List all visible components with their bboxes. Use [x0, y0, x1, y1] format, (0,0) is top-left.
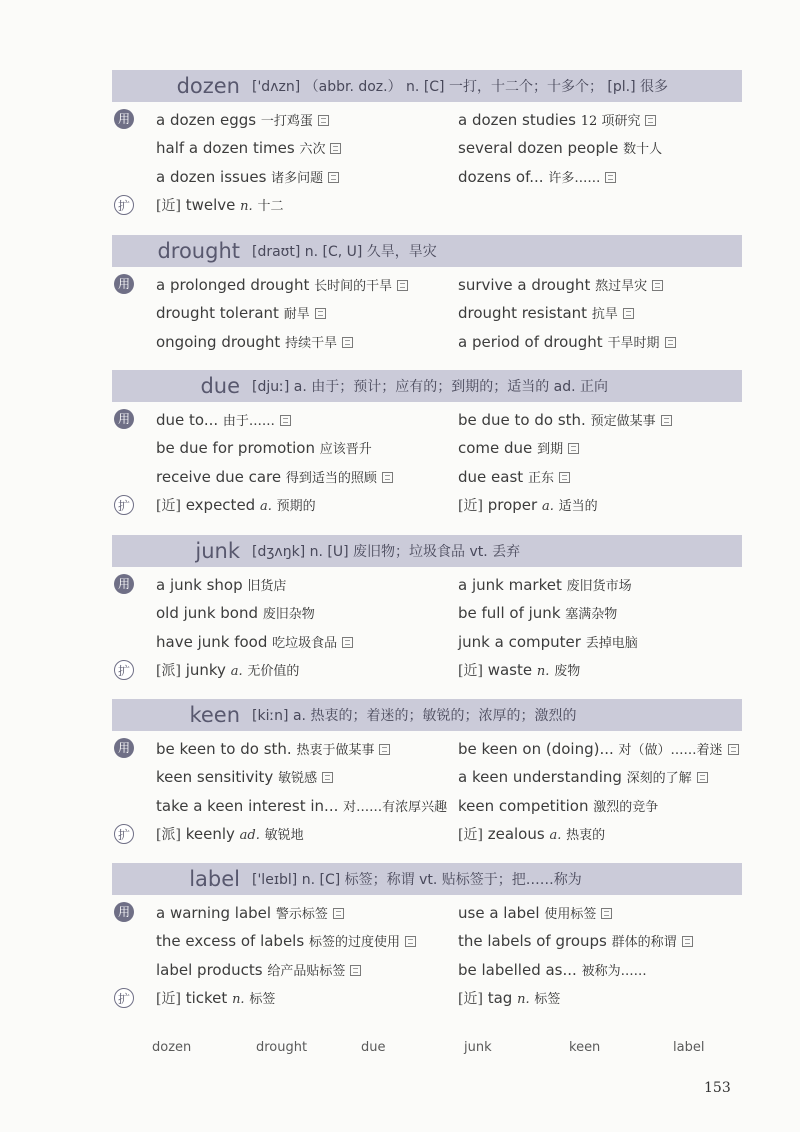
phrase: [156, 739, 390, 758]
related-meaning: 预期的: [276, 498, 316, 514]
relation-tag: [近]: [156, 990, 181, 1007]
phrase: [458, 960, 647, 979]
part-of-speech: a.: [541, 498, 554, 514]
phrase-en: label products: [156, 960, 263, 979]
audio-seal-icon: [350, 965, 361, 976]
audio-seal-icon: [559, 472, 570, 483]
phrase: [458, 575, 632, 594]
phrase-zh: 数十人: [623, 142, 663, 158]
extension-item: [156, 824, 304, 844]
phrase: [458, 739, 739, 758]
usage-marker-icon: 用: [114, 109, 134, 129]
extension-item: [458, 988, 560, 1008]
phrase: [156, 632, 353, 651]
headword-band: [112, 370, 742, 402]
audio-seal-icon: [342, 637, 353, 648]
phrase-zh: 熬过旱灾: [595, 278, 648, 294]
phrase-zh: 旧货店: [247, 578, 287, 594]
phrase: [458, 138, 662, 157]
usage-marker-icon: 用: [114, 409, 134, 429]
phrase-en: junk a computer: [458, 632, 581, 651]
phrase-zh: 耐旱: [283, 307, 310, 323]
phrase: [458, 603, 617, 622]
phrase: [458, 410, 672, 429]
phrase-en: a dozen issues: [156, 167, 267, 186]
audio-seal-icon: [382, 472, 393, 483]
audio-seal-icon: [728, 744, 739, 755]
audio-seal-icon: [330, 143, 341, 154]
relation-tag: [近]: [458, 990, 483, 1007]
extension-marker-icon: 扩: [114, 195, 134, 215]
phrase-zh: 丢掉电脑: [585, 635, 638, 651]
phrase-en: a period of drought: [458, 332, 603, 351]
phrase-en: a prolonged drought: [156, 275, 310, 294]
phrase: [458, 110, 656, 129]
headword: label: [189, 867, 240, 891]
footer-word: due: [361, 1040, 386, 1055]
relation-tag: [近]: [156, 497, 181, 514]
phrase-zh: 塞满杂物: [565, 607, 618, 623]
audio-seal-icon: [623, 308, 634, 319]
phrase-en: be keen to do sth.: [156, 739, 292, 758]
footer-word: junk: [464, 1040, 492, 1055]
phrase-en: drought resistant: [458, 304, 588, 323]
audio-seal-icon: [318, 115, 329, 126]
footer-word: label: [673, 1040, 705, 1055]
phrase-zh: 对……有浓厚兴趣: [343, 799, 448, 815]
related-meaning: 标签: [249, 991, 276, 1007]
phrase-zh: 正东: [527, 470, 554, 486]
usage-row: [112, 898, 742, 927]
headword: junk: [195, 539, 240, 563]
phrase-en: old junk bond: [156, 604, 258, 623]
audio-seal-icon: [645, 115, 656, 126]
audio-seal-icon: [379, 744, 390, 755]
related-meaning: 废物: [554, 663, 581, 679]
phrase-en: the excess of labels: [156, 932, 305, 951]
phrase: [156, 410, 291, 429]
phrase: [458, 931, 693, 950]
headword-band: [112, 535, 742, 567]
footer-word: keen: [569, 1040, 601, 1055]
usage-row: [112, 570, 742, 599]
phrase-en: several dozen people: [458, 139, 619, 158]
usage-rows: [112, 102, 742, 219]
related-word: expected: [185, 495, 256, 514]
phrase-zh: 给产品贴标签: [267, 963, 346, 979]
phrase-zh: 吃垃圾食品: [272, 635, 338, 651]
extension-item: [458, 660, 580, 680]
related-meaning: 热衷的: [566, 827, 606, 843]
entry-due: [112, 370, 742, 519]
extension-marker-icon: 扩: [114, 495, 134, 515]
headword: keen: [189, 703, 240, 727]
phrase-en: due east: [458, 467, 524, 486]
audio-seal-icon: [405, 936, 416, 947]
extension-item: [156, 495, 316, 515]
phrase-en: due to...: [156, 410, 219, 429]
part-of-speech: a.: [230, 663, 243, 679]
usage-rows: [112, 895, 742, 1012]
audio-seal-icon: [333, 908, 344, 919]
phrase-zh: 预定做某事: [590, 413, 656, 429]
phrase-en: a junk shop: [156, 575, 243, 594]
phrase-zh: 群体的称谓: [611, 935, 677, 951]
phrase-en: be labelled as...: [458, 960, 577, 979]
phrase-zh: 热衷于做某事: [296, 742, 375, 758]
usage-rows: [112, 731, 742, 848]
phrase-en: have junk food: [156, 632, 268, 651]
phrase: [156, 575, 286, 594]
audio-seal-icon: [652, 280, 663, 291]
related-meaning: 适当的: [558, 498, 598, 514]
usage-row: [112, 434, 742, 463]
phrase: [156, 303, 326, 322]
phrase-zh: 到期: [537, 442, 564, 458]
phrase-zh: 干旱时期: [607, 335, 660, 351]
related-word: waste: [487, 660, 533, 679]
relation-tag: [近]: [458, 497, 483, 514]
usage-row: [112, 791, 742, 820]
phrase-zh: 持续干旱: [285, 335, 338, 351]
part-of-speech: n.: [517, 991, 530, 1007]
phrase-zh: 对（做）……着迷: [618, 742, 723, 758]
phrase-en: drought tolerant: [156, 304, 279, 323]
phrase-en: ongoing drought: [156, 332, 281, 351]
related-word: twelve: [185, 195, 236, 214]
phrase: [458, 767, 708, 786]
phrase-zh: 激烈的竞争: [593, 799, 659, 815]
phrase-zh: 被称为……: [581, 963, 647, 979]
audio-seal-icon: [328, 172, 339, 183]
audio-seal-icon: [315, 308, 326, 319]
phrase-en: receive due care: [156, 467, 282, 486]
phrase-zh: 敏锐感: [278, 771, 318, 787]
phrase: [458, 332, 676, 351]
headword: drought: [157, 239, 240, 263]
footer-word: drought: [256, 1040, 308, 1055]
headword: due: [200, 374, 240, 398]
phrase: [156, 960, 361, 979]
phrase-en: be full of junk: [458, 604, 561, 623]
phrase-en: survive a drought: [458, 275, 591, 294]
phrase-zh: 12 项研究: [580, 113, 641, 129]
headword-band: [112, 70, 742, 102]
phrase-zh: 应该晋升: [319, 442, 372, 458]
usage-row: [112, 270, 742, 299]
extension-row: [112, 191, 742, 220]
entry-drought: [112, 235, 742, 356]
phrase-en: a keen understanding: [458, 768, 622, 787]
phrase-zh: 深刻的了解: [626, 771, 692, 787]
phrase-en: use a label: [458, 903, 540, 922]
definition: [dʒʌŋk] n. [U] 废旧物；垃圾食品 vt. 丢弃: [252, 544, 521, 560]
related-meaning: 标签: [534, 991, 561, 1007]
part-of-speech: n.: [232, 991, 245, 1007]
definition: [draʊt] n. [C, U] 久旱，旱灾: [252, 244, 437, 260]
definition: [djuː] a. 由于；预计；应有的；到期的；适当的 ad. 正向: [252, 379, 609, 395]
relation-tag: [近]: [156, 197, 181, 214]
phrase: [156, 110, 329, 129]
extension-marker-icon: 扩: [114, 660, 134, 680]
extension-item: [156, 988, 275, 1008]
phrase-en: keen sensitivity: [156, 768, 274, 787]
phrase: [156, 275, 408, 294]
usage-row: [112, 927, 742, 956]
entry-label: [112, 863, 742, 1012]
audio-seal-icon: [322, 772, 333, 783]
footer-word-index: [0, 1040, 800, 1064]
phrase: [156, 332, 353, 351]
entry-junk: [112, 535, 742, 684]
phrase: [156, 796, 447, 815]
usage-row: [112, 327, 742, 356]
extension-row: [112, 491, 742, 520]
related-word: proper: [487, 495, 538, 514]
phrase: [156, 167, 339, 186]
extension-item: [156, 660, 299, 680]
phrase-zh: 警示标签: [275, 906, 328, 922]
audio-seal-icon: [342, 337, 353, 348]
phrase-en: a dozen eggs: [156, 110, 257, 129]
usage-row: [112, 462, 742, 491]
audio-seal-icon: [682, 936, 693, 947]
phrase: [156, 903, 344, 922]
phrase-zh: 废旧货市场: [566, 578, 632, 594]
usage-row: [112, 162, 742, 191]
usage-rows: [112, 267, 742, 356]
phrase-en: a warning label: [156, 903, 272, 922]
relation-tag: [近]: [458, 662, 483, 679]
phrase-zh: 抗旱: [591, 307, 618, 323]
extension-item: [458, 824, 605, 844]
usage-row: [112, 134, 742, 163]
phrase-en: dozens of...: [458, 167, 544, 186]
phrase-en: the labels of groups: [458, 932, 607, 951]
usage-row: [112, 763, 742, 792]
headword: dozen: [176, 74, 240, 98]
part-of-speech: a.: [549, 827, 562, 843]
usage-rows: [112, 567, 742, 684]
extension-item: [458, 495, 598, 515]
relation-tag: [派]: [156, 826, 181, 843]
phrase-zh: 使用标签: [544, 906, 597, 922]
extension-row: [112, 656, 742, 685]
phrase-en: keen competition: [458, 796, 589, 815]
usage-rows: [112, 402, 742, 519]
relation-tag: [派]: [156, 662, 181, 679]
usage-row: [112, 627, 742, 656]
definition: ['leɪbl] n. [C] 标签；称谓 vt. 贴标签于；把……称为: [252, 872, 582, 888]
page-number: 153: [704, 1080, 731, 1096]
definition: [kiːn] a. 热衷的；着迷的；敏锐的；浓厚的；激烈的: [252, 708, 577, 724]
extension-item: [156, 195, 283, 215]
phrase-en: half a dozen times: [156, 139, 295, 158]
phrase-en: come due: [458, 439, 533, 458]
entry-keen: [112, 699, 742, 848]
extension-row: [112, 984, 742, 1013]
phrase: [458, 796, 658, 815]
usage-row: [112, 105, 742, 134]
extension-row: [112, 820, 742, 849]
phrase-zh: 诸多问题: [271, 170, 324, 186]
phrase-zh: 由于……: [222, 413, 275, 429]
audio-seal-icon: [280, 415, 291, 426]
usage-marker-icon: 用: [114, 902, 134, 922]
phrase-zh: 废旧杂物: [262, 607, 315, 623]
definition: ['dʌzn] （abbr. doz.） n. [C] 一打，十二个；十多个； [pl.] 很多: [252, 79, 669, 95]
extension-marker-icon: 扩: [114, 988, 134, 1008]
phrase-en: a dozen studies: [458, 110, 576, 129]
audio-seal-icon: [697, 772, 708, 783]
phrase: [458, 467, 570, 486]
phrase: [458, 903, 612, 922]
phrase: [458, 438, 579, 457]
usage-row: [112, 599, 742, 628]
phrase: [458, 275, 663, 294]
related-word: keenly: [185, 824, 235, 843]
usage-row: [112, 405, 742, 434]
part-of-speech: n.: [536, 663, 550, 679]
usage-marker-icon: 用: [114, 574, 134, 594]
phrase-zh: 标签的过度使用: [308, 935, 400, 951]
audio-seal-icon: [665, 337, 676, 348]
phrase: [458, 303, 634, 322]
phrase: [156, 931, 416, 950]
usage-row: [112, 955, 742, 984]
audio-seal-icon: [605, 172, 616, 183]
headword-band: [112, 863, 742, 895]
related-meaning: 无价值的: [247, 663, 300, 679]
phrase: [156, 603, 315, 622]
footer-word: dozen: [152, 1040, 192, 1055]
usage-marker-icon: 用: [114, 274, 134, 294]
usage-marker-icon: 用: [114, 738, 134, 758]
audio-seal-icon: [568, 443, 579, 454]
headword-band: [112, 235, 742, 267]
phrase-zh: 六次: [299, 142, 326, 158]
related-word: tag: [487, 988, 513, 1007]
phrase-en: be keen on (doing)...: [458, 739, 614, 758]
related-meaning: 敏锐地: [264, 827, 304, 843]
phrase-en: a junk market: [458, 575, 562, 594]
phrase-zh: 一打鸡蛋: [260, 113, 313, 129]
part-of-speech: ad.: [239, 827, 260, 843]
phrase-en: take a keen interest in...: [156, 796, 339, 815]
phrase: [156, 467, 393, 486]
related-word: junky: [185, 660, 226, 679]
audio-seal-icon: [397, 280, 408, 291]
related-word: ticket: [185, 988, 228, 1007]
phrase: [156, 138, 341, 157]
part-of-speech: a.: [259, 498, 272, 514]
audio-seal-icon: [601, 908, 612, 919]
related-meaning: 十二: [257, 198, 284, 214]
audio-seal-icon: [661, 415, 672, 426]
phrase: [156, 438, 372, 457]
phrase-zh: 得到适当的照顾: [285, 470, 377, 486]
extension-marker-icon: 扩: [114, 824, 134, 844]
usage-row: [112, 299, 742, 328]
phrase: [458, 632, 638, 651]
phrase: [458, 167, 616, 186]
relation-tag: [近]: [458, 826, 483, 843]
usage-row: [112, 734, 742, 763]
part-of-speech: n.: [240, 198, 253, 214]
related-word: zealous: [487, 824, 545, 843]
phrase-zh: 许多……: [548, 170, 601, 186]
headword-band: [112, 699, 742, 731]
entry-dozen: [112, 70, 742, 219]
phrase: [156, 767, 333, 786]
phrase-zh: 长时间的干旱: [314, 278, 393, 294]
phrase-en: be due for promotion: [156, 439, 315, 458]
phrase-en: be due to do sth.: [458, 410, 586, 429]
